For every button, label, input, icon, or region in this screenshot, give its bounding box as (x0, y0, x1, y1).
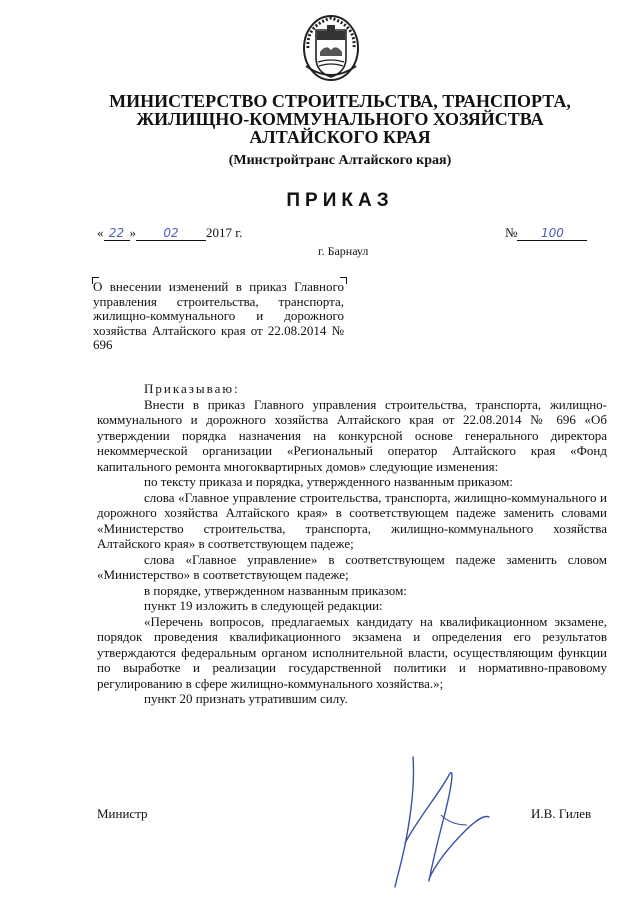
body-paragraph: пункт 19 изложить в следующей редакции: (144, 598, 383, 613)
date-day: 22 (108, 226, 125, 240)
order-number (505, 225, 587, 241)
handwritten-signature (385, 755, 495, 895)
order-subject: О внесении изменений в приказ Главного управления строительства, транспорта, жилищно-коммунального и дорожного хозяйства Алтайского края от 22.08.2014 № 696 (93, 279, 344, 352)
ministry-short-name: (Минстройтранс Алтайского края) (228, 153, 452, 168)
ministry-name-line: АЛТАЙСКОГО КРАЯ (249, 127, 431, 147)
date-close-quote: » (129, 225, 136, 240)
number-value: 100 (540, 226, 564, 240)
city: г. Барнаул (318, 244, 369, 258)
date-open-quote: « (97, 225, 104, 240)
body-paragraph: «Перечень вопросов, предлагаемых кандидату на квалификационном экзамене, порядок проведения квалификационного экзамена и определения его результатов утверждаются федеральным органом исполнительной власти, осуществляющим функции по выработке и реализации государственной политики и нормативно-правовому регулированию в сфере жилищно-коммунального хозяйства.»; (97, 613, 607, 691)
body-paragraph: по тексту приказа и порядка, утвержденного названным приказом: (144, 474, 514, 489)
document-type-title: ПРИКАЗ (286, 190, 394, 211)
signer-name: И.В. Гилев (531, 806, 592, 821)
date-year: 2017 г. (206, 225, 243, 240)
body-paragraph: Внести в приказ Главного управления строительства, транспорта, жилищно-коммунального и дорожного хозяйства Алтайского края от 22.08.2014 № 696 «Об утверждении порядка назначения на конкурсной основе генерального директора некоммерческой организации «Региональный оператор Алтайского края «Фонд капитального ремонта многоквартирных домов» следующие изменения: (97, 396, 607, 474)
date-day-field (104, 226, 130, 241)
coat-of-arms-emblem (300, 14, 362, 82)
body-paragraph: слова «Главное управление строительства, транспорта, жилищно-коммунального и дорожного хозяйства Алтайского края» в соответствующем падеже заменить словами «Министерство строительства, транспорта, жилищно-коммунального хозяйства Алтайского края» в соответствующем падеже; (97, 489, 607, 551)
body-paragraph: слова «Главное управление» в соответствующем падеже заменить словом «Министерство» в соответствующем падеже; (97, 551, 607, 582)
order-directive: Приказываю: (144, 381, 240, 396)
signer-title: Министр (97, 806, 148, 821)
order-date (97, 225, 242, 241)
body-paragraph: пункт 20 признать утратившим силу. (144, 691, 348, 706)
number-prefix: № (505, 225, 518, 240)
number-field (517, 226, 587, 241)
ministry-name-line: ЖИЛИЩНО-КОММУНАЛЬНОГО ХОЗЯЙСТВА (136, 109, 544, 129)
date-month-field (136, 226, 206, 241)
ministry-name-line: МИНИСТЕРСТВО СТРОИТЕЛЬСТВА, ТРАНСПОРТА, (109, 91, 571, 111)
ministry-name (60, 92, 620, 146)
date-month: 02 (163, 226, 179, 240)
order-body (97, 381, 607, 707)
body-paragraph: в порядке, утвержденном названным приказом: (144, 582, 407, 598)
